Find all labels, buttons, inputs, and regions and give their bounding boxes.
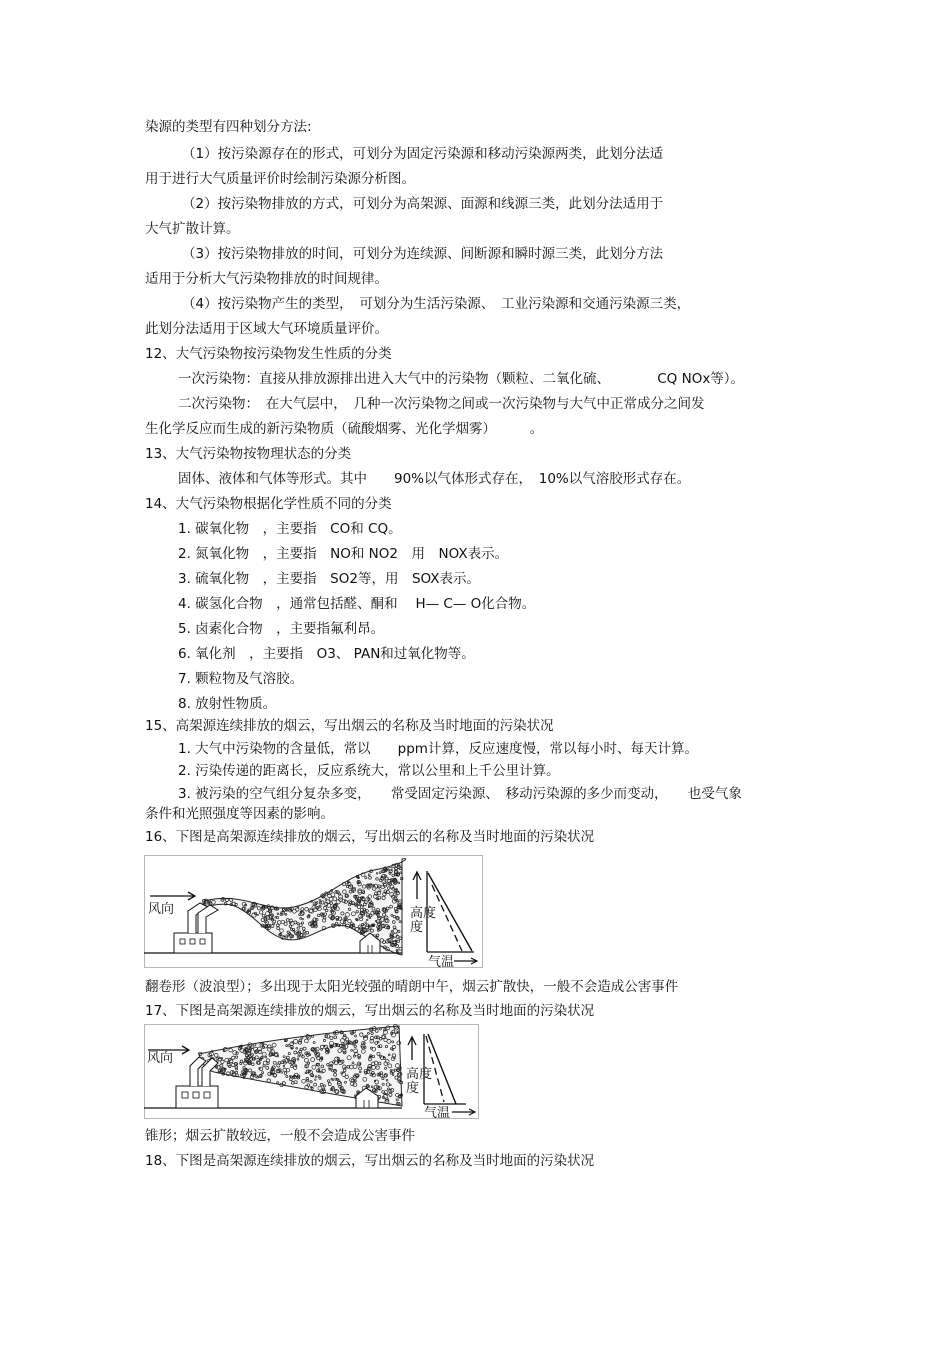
line-method-4-cont: 此划分法适用于区域大气环境质量评价。 — [145, 321, 388, 337]
line-secondary-pollutant: 二次污染物： 在大气层中， 几种一次污染物之间或一次污染物与大气中正常成分之间发 — [178, 396, 705, 412]
line-method-1: （1）按污染源存在的形式，可划分为固定污染源和移动污染源两类，此划分法适 — [182, 146, 664, 162]
height-label-2: 度 — [406, 1081, 420, 1096]
line-15-point-3-cont: 条件和光照强度等因素的影响。 — [145, 806, 334, 822]
list-item-hydrocarbons: 4. 碳氢化合物 ，通常包括醛、酮和 H— C— O化合物。 — [178, 596, 536, 612]
height-label: 高度 — [406, 1067, 433, 1082]
heading-15: 15、高架源连续排放的烟云，写出烟云的名称及当时地面的污染状况 — [145, 718, 554, 734]
figure-coning-plume — [144, 1024, 480, 1120]
heading-18: 18、下图是高架源连续排放的烟云，写出烟云的名称及当时地面的污染状况 — [145, 1153, 595, 1169]
line-15-point-3: 3. 被污染的空气组分复杂多变， 常受固定污染源、 移动污染源的多少而变动， 也受气象 — [178, 786, 742, 802]
heading-17: 17、下图是高架源连续排放的烟云，写出烟云的名称及当时地面的污染状况 — [145, 1003, 595, 1019]
list-item-halogen-compounds: 5. 卤素化合物 ，主要指氟利昂。 — [178, 621, 385, 637]
heading-13: 13、大气污染物按物理状态的分类 — [145, 446, 352, 462]
list-item-radioactive: 8. 放射性物质。 — [178, 696, 277, 712]
wind-direction-label: 风向 — [148, 902, 175, 917]
list-item-sulfur-oxides: 3. 硫氧化物 ，主要指 SO2等，用 SOX表示。 — [178, 571, 481, 587]
heading-12: 12、大气污染物按污染物发生性质的分类 — [145, 346, 392, 362]
line-physical-state: 固体、液体和气体等形式。其中 90%以气体形式存在， 10%以气溶胶形式存在。 — [178, 471, 691, 487]
line-method-2: （2）按污染物排放的方式，可划分为高架源、面源和线源三类，此划分法适用于 — [182, 196, 664, 212]
line-method-3-cont: 适用于分析大气污染物排放的时间规律。 — [145, 271, 388, 287]
line-secondary-pollutant-cont: 生化学反应而生成的新污染物质（硫酸烟雾、光化学烟雾） 。 — [145, 421, 544, 437]
list-item-carbon-oxides: 1. 碳氧化物 ，主要指 CO和 CQ。 — [178, 521, 402, 537]
answer-17: 锥形；烟云扩散较远，一般不会造成公害事件 — [145, 1128, 415, 1144]
line-method-2-cont: 大气扩散计算。 — [145, 221, 240, 237]
wind-direction-label: 风向 — [147, 1051, 174, 1066]
line-source-types: 染源的类型有四种划分方法: — [145, 119, 312, 135]
line-method-4: （4）按污染物产生的类型， 可划分为生活污染源、 工业污染源和交通污染源三类， — [182, 296, 691, 312]
line-method-1-cont: 用于进行大气质量评价时绘制污染源分析图。 — [145, 171, 415, 187]
heading-16: 16、下图是高架源连续排放的烟云，写出烟云的名称及当时地面的污染状况 — [145, 829, 595, 845]
line-15-point-2: 2. 污染传递的距离长，反应系统大，常以公里和上千公里计算。 — [178, 763, 560, 779]
height-label: 高度 — [410, 906, 437, 921]
height-label-2: 度 — [410, 920, 424, 935]
temperature-label: 气温 — [424, 1106, 451, 1120]
list-item-nitrogen-oxides: 2. 氮氧化物 ，主要指 NO和 NO2 用 NOX表示。 — [178, 546, 509, 562]
answer-16: 翻卷形（波浪型）；多出现于太阳光较强的晴朗中午，烟云扩散快，一般不会造成公害事件 — [145, 979, 679, 995]
heading-14: 14、大气污染物根据化学性质不同的分类 — [145, 496, 392, 512]
line-method-3: （3）按污染物排放的时间，可划分为连续源、间断源和瞬时源三类，此划分方法 — [182, 246, 664, 262]
line-15-point-1: 1. 大气中污染物的含量低，常以 ppm计算，反应速度慢，常以每小时、每天计算。 — [178, 741, 698, 757]
line-primary-pollutant: 一次污染物：直接从排放源排出进入大气中的污染物（颗粒、二氧化硫、 CQ NOx等）。 — [178, 371, 745, 387]
temperature-label: 气温 — [428, 955, 455, 969]
list-item-particulates: 7. 颗粒物及气溶胶。 — [178, 671, 304, 687]
figure-looping-plume — [144, 855, 484, 969]
list-item-oxidants: 6. 氧化剂 ，主要指 O3、 PAN和过氧化物等。 — [178, 646, 475, 662]
